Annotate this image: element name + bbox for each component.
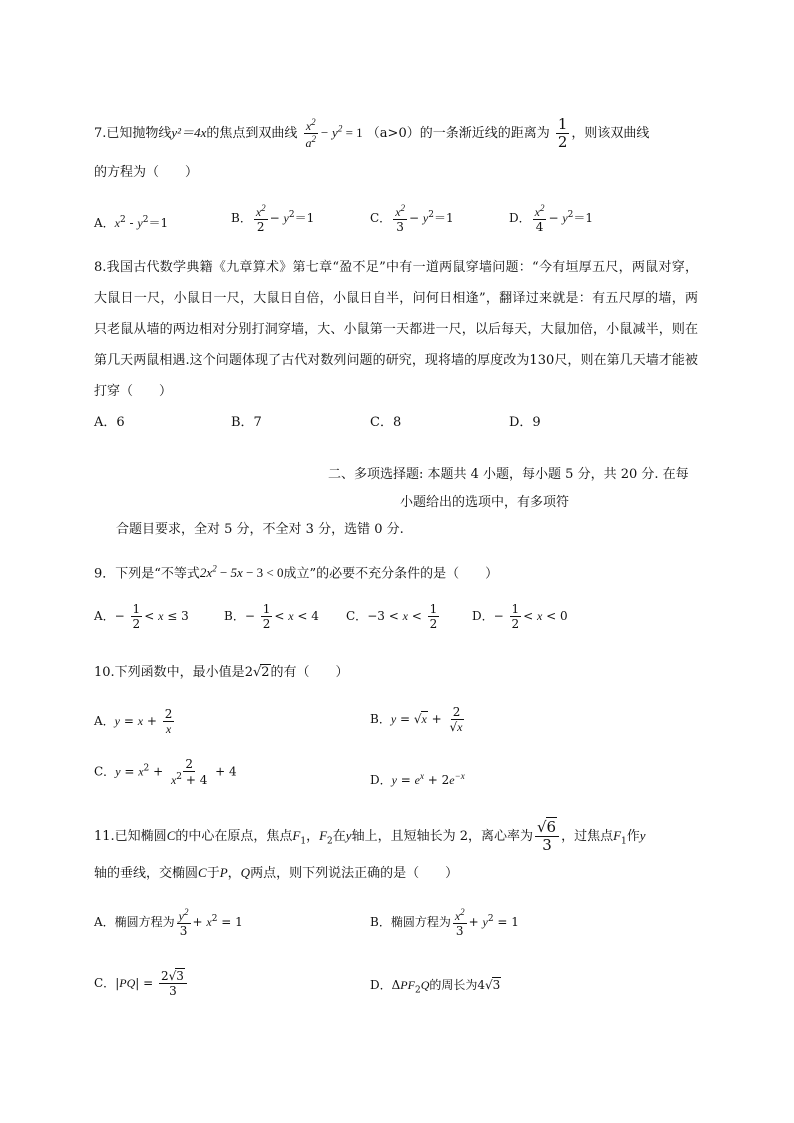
q8-option-a: A．6 <box>94 415 125 430</box>
q7-line1 <box>94 117 649 150</box>
q7-option-d: D． $\frac{x^2}{4}$ − $y^2=1$ <box>509 203 594 234</box>
q7-prefix: 7.已知抛物线 <box>94 126 172 141</box>
q11-option-c: C．|PQ| = $\frac{2√3}{3}$ <box>94 970 189 997</box>
q11-option-a: A．椭圆方程为 $\frac{y^2}{3}$ + $x^2 = 1$ <box>94 907 243 938</box>
q7-hyperbola-rest: − $y^2 = 1$ <box>320 123 363 140</box>
q9-suffix: 成立”的必要不充分条件的是（ ） <box>283 566 499 582</box>
q7-option-b: B． $\frac{x^2}{2}$ − $y^2=1$ <box>231 203 315 234</box>
q10-option-b: B．y = √x + $\frac{2}{√x}$ <box>370 705 463 734</box>
q10-min-value: 2√2 <box>244 665 270 680</box>
q11-option-d: D．$\Delta PF_2Q$的周长为4√3 <box>370 978 501 996</box>
q9-option-a: A．− $\frac{1}{2}$ < x ≤ 3 <box>94 602 189 631</box>
q7-option-c: C． $\frac{x^2}{3}$ − $y^2=1$ <box>370 203 454 234</box>
section2-line2: 小题给出的选项中，有多项符 <box>400 495 570 510</box>
q8-option-b: B．7 <box>231 415 262 430</box>
q10-option-a: A．y = x + $\frac{2}{x}$ <box>94 707 173 736</box>
q7-line2: 的方程为（ ） <box>94 165 199 180</box>
q9-option-b: B．− $\frac{1}{2}$ < x < 4 <box>224 602 319 631</box>
q10-option-d: D．$y = e^x + 2e^{-x}$ <box>370 771 465 787</box>
section2-line1: 二、多项选择题: 本题共 4 小题，每小题 5 分，共 20 分. 在每 <box>328 467 689 482</box>
q7-mid1: 的焦点到双曲线 <box>206 126 298 141</box>
q9-prefix: 9．下列是“不等式 <box>94 566 200 582</box>
q11-line2: 轴的垂线，交椭圆C于P，Q两点，则下列说法正确的是（ ） <box>94 865 459 881</box>
q7-suffix: ，则该双曲线 <box>571 126 650 141</box>
q9-line <box>94 560 498 583</box>
q10-option-c: C．$y = x^2$ + $\frac{2}{x^2 + 4}$ + 4 <box>94 757 237 787</box>
q7-hyperbola-frac: $\frac{x^2}{a^2}$ <box>305 117 317 150</box>
q9-option-c: C．−3 < x < $\frac{1}{2}$ <box>346 602 438 631</box>
q8-option-c: C．8 <box>370 415 402 430</box>
q7-distance-frac: $\frac{1}{2}$ <box>557 115 568 151</box>
q7-option-a: A．$x^2 - y^2=1$ <box>94 215 169 230</box>
q11-line1: 11.已知椭圆C的中心在原点，焦点$F_1$，$F_2$在y轴上，且短轴长为 2，离心率为 $\frac{√6}{3}$ ，过焦点$F_1$作y <box>94 818 646 854</box>
q11-option-b: B．椭圆方程为 $\frac{x^2}{3}$ + $y^2 = 1$ <box>370 907 519 938</box>
q10-suffix: 的有（ ） <box>270 665 349 680</box>
q8-text: 8.我国古代数学典籍《九章算术》第七章“盈不足”中有一道两鼠穿墙问题：“今有垣厚五尺，两鼠对穿，大鼠日一尺，小鼠日一尺，大鼠日自倍，小鼠日自半，问何日相逢”，翻译过来就是：有五尺厚的墙，两只老鼠从墙的两边相对分别打洞穿墙，大、小鼠第一天都进一尺，以后每天，大鼠加倍，小鼠减半，则在第几天两鼠相遇.这个问题体现了古代对数列问题的研究，现将墙的厚度改为130尺，则在第几天墙才能被打穿（ ） <box>94 260 698 399</box>
q8-option-d: D．9 <box>509 415 541 430</box>
q9-option-d: D．− $\frac{1}{2}$ < x < 0 <box>472 602 568 631</box>
q10-prefix: 10.下列函数中，最小值是 <box>94 665 245 680</box>
q10-line <box>94 664 349 682</box>
q9-inequality: $2x^2 - 5x - 3 < 0$ <box>199 564 284 581</box>
q7-cond: （a>0）的一条渐近线的距离为 <box>366 126 550 141</box>
q7-parabola: y²＝4x <box>171 125 207 140</box>
section2-line3: 合题目要求，全对 5 分，不全对 3 分，选错 0 分. <box>116 522 404 537</box>
